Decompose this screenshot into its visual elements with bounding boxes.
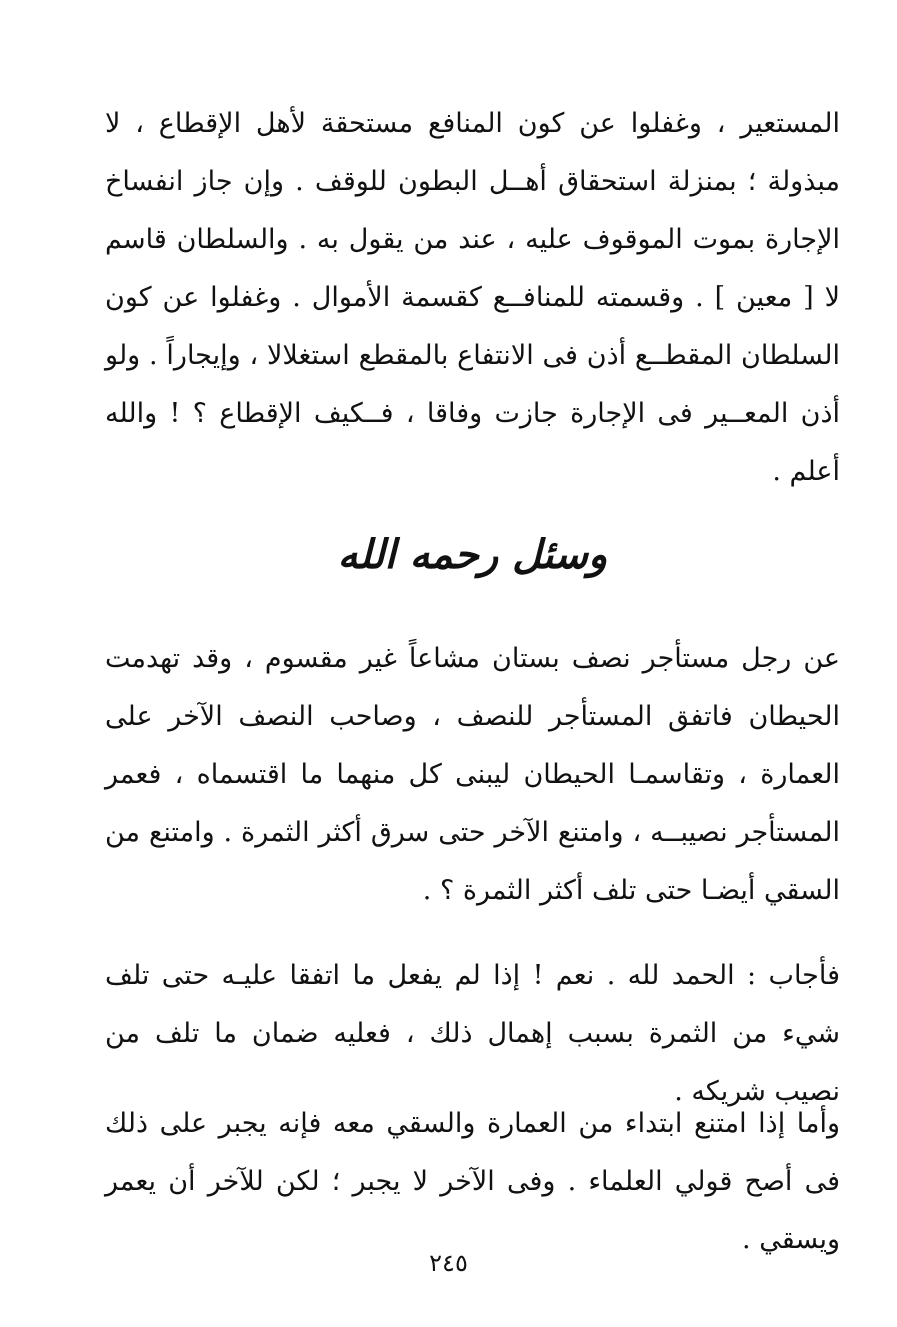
paragraph-iqta-discussion: المستعير ، وغفلوا عن كون المنافع مستحقة لأهل الإقطاع ، لا مبذولة ؛ بمنزلة استحقاق أهــل البطون للوقف . وإن جاز انفساخ الإجارة بموت الموقوف عليه ، عند من يقول به . والسلطان قاسم لا [ معين ] . وقسمته للمنافــع كقسمة الأموال . وغفلوا عن كون السلطان المقطــع أذن فى الانتفاع بالمقطع استغلالا ، وإيجاراً . ولو أذن المعــير فى الإجارة جازت وفاقا ، فــكيف الإقطاع ؟ ! والله أعلم . [105,108,840,487]
paragraph-answer-continued: وأما إذا امتنع ابتداء من العمارة والسقي معه فإنه يجبر على ذلك فى أصح قولي العلماء . وفى الآخر لا يجبر ؛ لكن للآخر أن يعمر ويسقي . [105,1108,840,1255]
paragraph-question: عن رجل مستأجر نصف بستان مشاعاً غير مقسوم ، وقد تهدمت الحيطان فاتفق المستأجر للنصف ، وصاحب النصف الآخر على العمارة ، وتقاسمـا الحيطان ليبنى كل منهما ما اقتسماه ، فعمر المستأجر نصيبــه ، وامتنع الآخر حتى سرق أكثر الثمرة . وامتنع من السقي أيضـا حتى تلف أكثر الثمرة ؟ . [105,643,840,906]
section-heading: وسئل رحمه الله [337,531,608,578]
page-number: ٢٤٥ [429,1249,468,1277]
paragraph-answer: فأجاب : الحمد لله . نعم ! إذا لم يفعل ما اتفقا عليـه حتى تلف شيء من الثمرة بسبب إهمال ذلك ، فعليه ضمان ما تلف من نصيب شريكه . [105,960,840,1107]
